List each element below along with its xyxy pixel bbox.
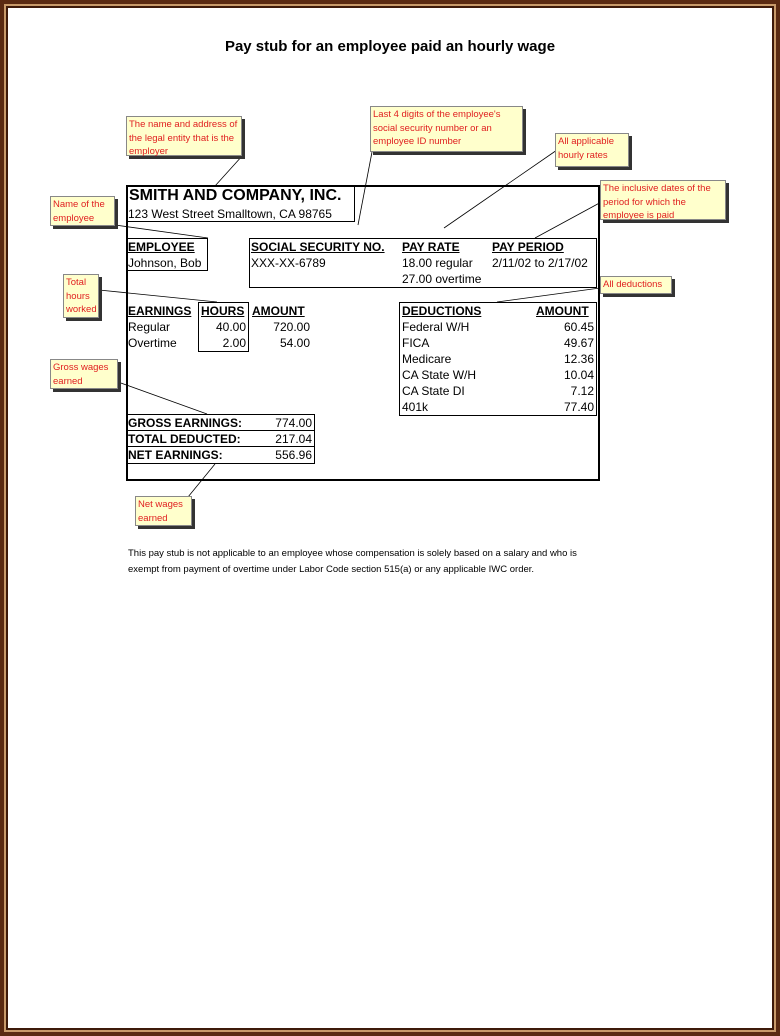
callout-line-hourly-rates (444, 150, 557, 228)
callout-line-employee-name (115, 225, 208, 238)
deduction-name: Federal W/H (402, 320, 470, 334)
earnings-row-type: Overtime (128, 336, 177, 350)
net-earnings-value: 556.96 (275, 448, 312, 462)
gross-earnings-value: 774.00 (275, 416, 312, 430)
pay-rate-regular: 18.00 regular (402, 256, 473, 270)
pay-period-header: PAY PERIOD (492, 240, 564, 254)
employee-name: Johnson, Bob (128, 256, 202, 270)
earnings-row-hours: 40.00 (215, 320, 246, 334)
earnings-row-type: Regular (128, 320, 171, 334)
callout-line-hours (99, 290, 217, 302)
note-hours-worked: Total hours worked (63, 274, 99, 318)
ssn-value: XXX-XX-6789 (251, 256, 326, 270)
total-deducted-value: 217.04 (275, 432, 312, 446)
hours-header: HOURS (201, 304, 245, 318)
footnote: This pay stub is not applicable to an employee whose compensation is solely based on a salary and who is exempt from payment of overtime under Labor Code section 515(a) or any applicable IWC order. (128, 548, 577, 575)
deduction-name: 401k (402, 400, 429, 414)
company-name: SMITH AND COMPANY, INC. (129, 187, 342, 204)
note-pay-period: The inclusive dates of the period for which the employee is paid (600, 180, 726, 220)
note-net-wages: Net wages earned (135, 496, 192, 526)
deduction-amount: 7.12 (570, 384, 594, 398)
deduction-name: Medicare (402, 352, 452, 366)
deductions-amount-header: AMOUNT (536, 304, 589, 318)
employee-header: EMPLOYEE (128, 240, 195, 254)
deduction-amount: 60.45 (563, 320, 594, 334)
earnings-row-amount: 54.00 (279, 336, 310, 350)
total-deducted-label: TOTAL DEDUCTED: (128, 432, 241, 446)
deduction-amount: 10.04 (563, 368, 594, 382)
note-legal-entity: The name and address of the legal entity that is the employer (126, 116, 242, 156)
gross-earnings-label: GROSS EARNINGS: (128, 416, 243, 430)
page-title: Pay stub for an employee paid an hourly wage (224, 38, 556, 55)
company-address: 123 West Street Smalltown, CA 98765 (128, 207, 332, 221)
callout-line-pay-period (535, 200, 605, 238)
pay-rate-overtime: 27.00 overtime (402, 272, 482, 286)
callout-line-legal-entity (215, 155, 243, 186)
earnings-row-amount: 720.00 (273, 320, 310, 334)
deduction-name: CA State W/H (402, 368, 477, 382)
earnings-header: EARNINGS (128, 304, 192, 318)
deduction-name: CA State DI (402, 384, 465, 398)
amount-header: AMOUNT (252, 304, 305, 318)
deduction-amount: 77.40 (563, 400, 594, 414)
note-employee-name: Name of the employee (50, 196, 115, 226)
callout-line-deductions (497, 288, 600, 302)
note-hourly-rates: All applicable hourly rates (555, 133, 629, 167)
deductions-header: DEDUCTIONS (402, 304, 482, 318)
callout-line-net-wages (188, 464, 215, 497)
ssn-header: SOCIAL SECURITY NO. (251, 240, 385, 254)
note-gross-wages: Gross wages earned (50, 359, 118, 389)
pay-rate-header: PAY RATE (402, 240, 460, 254)
deduction-amount: 12.36 (563, 352, 594, 366)
note-deductions: All deductions (600, 276, 672, 294)
note-ssn: Last 4 digits of the employee's social security number or an employee ID number (370, 106, 523, 152)
callout-line-ssn (358, 152, 372, 225)
deduction-amount: 49.67 (563, 336, 594, 350)
deduction-name: FICA (402, 336, 430, 350)
net-earnings-label: NET EARNINGS: (128, 448, 223, 462)
pay-period-value: 2/11/02 to 2/17/02 (492, 256, 588, 270)
earnings-row-hours: 2.00 (222, 336, 246, 350)
callout-line-gross-wages (118, 382, 207, 414)
